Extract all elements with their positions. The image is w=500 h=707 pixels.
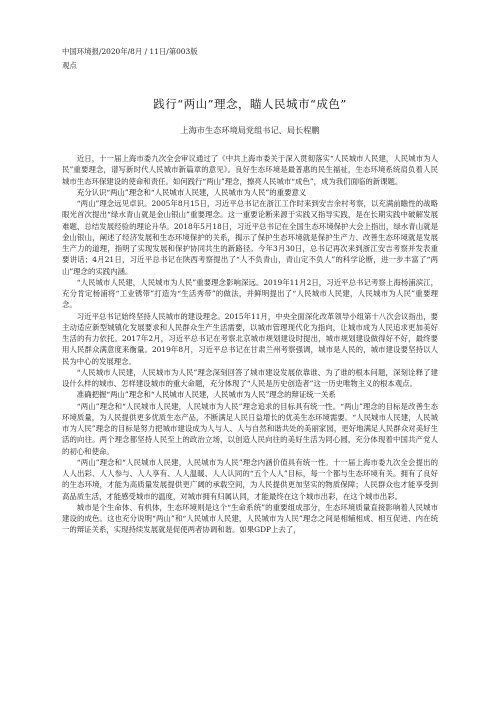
article-title: 践行“两山”理念，瞄人民城市“成色” (153, 97, 347, 111)
paragraph: 习近平总书记始终坚持人民城市的建设理念。2015年11月，中央全面深化改革领导小组第十八次会议指出，要主动适应新型城镇化发展要求和人民群众生产生活需要，以城市管理现代化为指向，让城市成为人民追求更加美好生活的有力依托。2017年2月，习近平总书记在考察北京城市规划建设时提出，城市规划建设做得好不好，最终要用人民群众满意度来衡量。2019年8月，习近平总书记在甘肃兰州考察强调，城市是人民的，城市建设要坚持以人民为中心的发展理念。 (62, 311, 438, 366)
column-label: 观点 (62, 61, 77, 70)
source-line: 中国环境报/2020年/8月 / 11日/第003版 (62, 47, 198, 56)
paragraph: “两山”理念和“人民城市人民建，人民城市为人民”理念内涵价值具有统一性。十一届上海市委九次全会提出的人人出彩、人人参与、人人享有、人人温暖、人人认同的“五个人人”目标，每一个都与生态环境有关。拥有了良好的生态环境，才能为高质量发展提供更广阔的承载空间，为人民提供更加坚实的物质保障；人民群众也才能享受到高品质生活，才能感受城市的温度，对城市拥有归属认同，才能最终在这个城市出彩，在这个城市出彩。 (62, 457, 438, 501)
paragraph: 近日，十一届上海市委九次全会审议通过了《中共上海市委关于深入贯彻落实“人民城市人民建，人民城市为人民”重要理念，谱写新时代人民城市新篇章的意见》。良好生态环境是最普惠的民生福祉，生态环境系统肩负着人民城市生态环保建设的使命和责任。如何践行“两山”理念，擦亮人民城市“成色”，成为我们面临的新课题。 (62, 154, 438, 186)
paragraph: “人民城市人民建，人民城市为人民”重要理念影响深远。2019年11月2日，习近平总书记考察上海杨浦滨江，充分肯定杨浦将“工业锈带”打造为“生活秀带”的做法，并鲜明提出了“人民城市人民建，人民城市为人民”重要理念。 (62, 277, 438, 310)
article-body (62, 153, 438, 536)
article-byline: 上海市生态环境局党组书记、局长程鹏 (180, 125, 320, 135)
paragraph: 城市是个生命体、有机体，生态环境则是这个“生命系统”的重要组成部分，生态环境质量直接影响着人民城市建设的成色。这也充分说明“两山”和“人民城市人民建，人民城市为人民”理念之间是相辅相成、相互促进、内在统一的辩证关系，实现持续发展就是促使两者协调和谐。如果GDP上去了， (62, 502, 438, 535)
section-heading: 准确把握“两山”理念和“人民城市人民建，人民城市为人民”理念的辩证统一关系 (76, 390, 336, 400)
paragraph: “人民城市人民建，人民城市为人民”理念深刻回答了城市建设发展依靠谁、为了谁的根本问题，深刻诠释了建设什么样的城市、怎样建设城市的重大命题，充分体现了“人民是历史创造者”这一历史唯物主义的根本观点。 (62, 367, 438, 388)
paragraph: “两山”理念远见卓识。2005年8月15日，习近平总书记在浙江工作时来到安吉余村考察，以充满前瞻性的战略眼光首次提出“绿水青山就是金山银山”重要理念。这一重要论断来源于实践又指导实践，是在长期实践中破解发展难题、总结发展经验的理论升华。2018年5月18日，习近平总书记在全国生态环境保护大会上指出，绿水青山就是金山银山，阐述了经济发展和生态环境保护的关系，揭示了保护生态环境就是保护生产力、改善生态环境就是发展生产力的道理，指明了实现发展和保护协同共生的新路径。今年3月30日，总书记再次来到浙江安吉考察并发表重要讲话；4月21日，习近平总书记在陕西考察提出了“人不负青山，青山定不负人”的科学论断，进一步丰富了“两山”理念的实践内涵。 (62, 199, 438, 276)
section-heading: 充分认识“两山”理念和“人民城市人民建，人民城市为人民”的重要意义 (76, 187, 307, 197)
paragraph: “两山”理念和“人民城市人民建，人民城市为人民”理念追求的目标具有统一性。“两山”理念的目标是改善生态环境质量，为人民提供更多优质生态产品，不断满足人民日益增长的优美生态环境需要。“人民城市人民建，人民城市为人民”理念的目标是努力把城市建设成为人与人、人与自然和谐共处的美丽家园，更好地满足人民群众对美好生活的向往。两个理念都坚持人民至上的政治立场，以创造人民向往的美好生活为同心圆，充分体现着中国共产党人的初心和使命。 (62, 401, 438, 456)
